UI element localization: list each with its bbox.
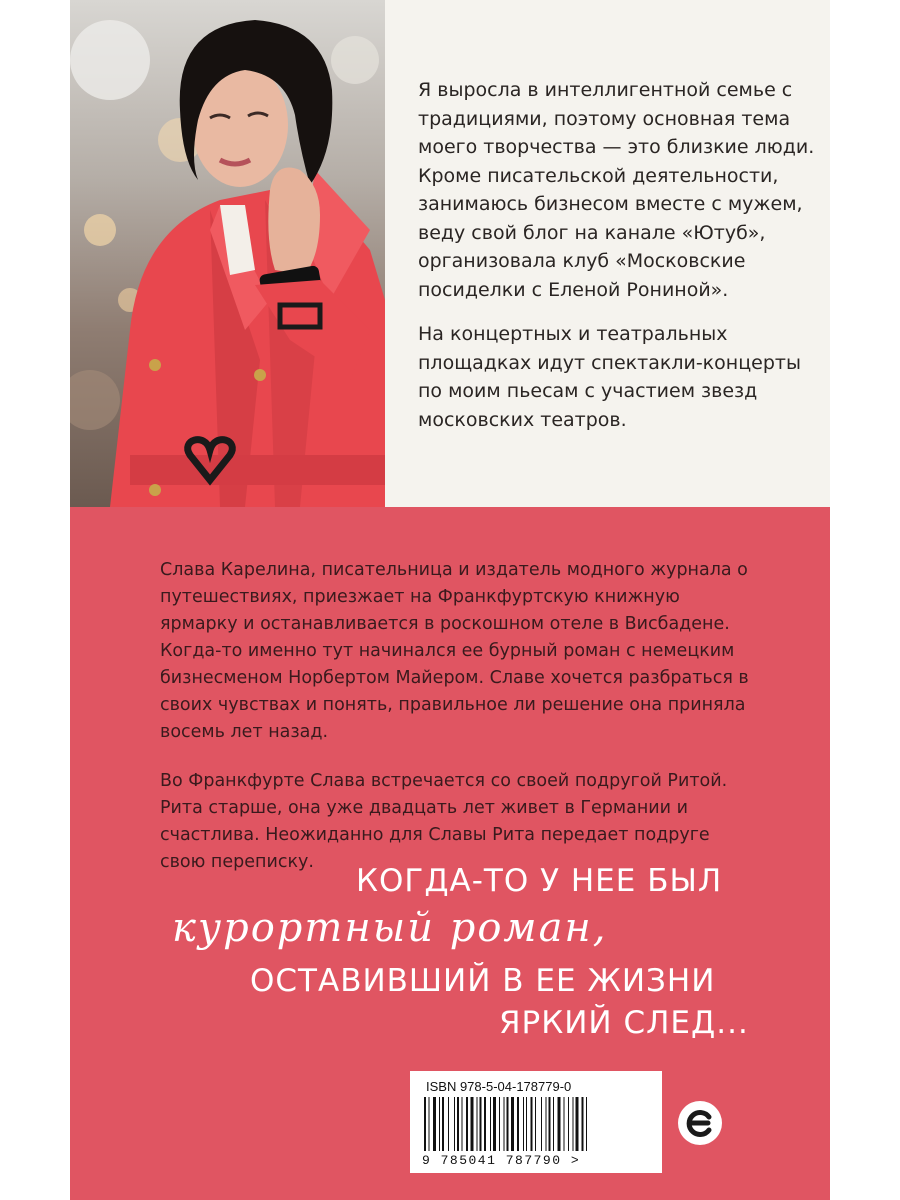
barcode-bar [462,1097,463,1151]
barcode-bar [480,1097,482,1151]
barcode-bar [573,1097,574,1151]
bio-paragraph: Я выросла в интеллигентной семье с традициями, поэтому основная тема моего творчества — это близкие люди. Кроме писательской деятельности, занимаюсь бизнесом вместе с мужем, веду свой блог на канале «Ютуб», организовала клуб «Московские посиделки с Еленой Рониной». [418,79,815,301]
barcode-bar [429,1097,430,1151]
barcode-bar [558,1097,561,1151]
author-photo [70,0,385,507]
barcode-bar [523,1097,524,1151]
tagline-line-4: ЯРКИЙ СЛЕД... [499,1005,749,1041]
tagline-line-3: ОСТАВИВШИЙ В ЕЕ ЖИЗНИ [250,963,716,999]
barcode-bar [586,1097,587,1151]
synopsis-paragraph: Слава Карелина, писательница и издатель модного журнала о путешествиях, приезжает на Франкфуртскую книжную ярмарку и останавливается в роскошном отеле в Висбадене. Когда-то именно тут начинался ее бурный роман с немецким бизнесменом Норбертом Майером. Славе хочется разбраться в своих чувствах и понять, правильное ли решение она приняла восемь лет назад. [160,560,749,742]
barcode-bar [568,1097,569,1151]
barcode-bar [576,1097,579,1151]
bio-paragraph: На концертных и театральных площадках идут спектакли-концерты по моим пьесам с участием звезд московских театров. [418,323,801,431]
book-synopsis [160,557,760,898]
barcode-bar [477,1097,478,1151]
barcode-bar [439,1097,440,1151]
author-section [70,0,830,507]
barcode-bar [457,1097,459,1151]
barcode-bar [564,1097,565,1151]
barcode-bar [549,1097,551,1151]
barcode-bar [541,1097,542,1151]
barcode-bar [582,1097,584,1151]
barcode-bar [507,1097,509,1151]
book-back-cover [70,0,830,1200]
barcode-bar [442,1097,444,1151]
synopsis-paragraph: Во Франкфурте Слава встречается со своей подругой Ритой. Рита старше, она уже двадцать лет живет в Германии и счастлива. Неожиданно для Славы Рита передает подруге свою переписку. [160,771,728,872]
barcode-bar [493,1097,496,1151]
barcode-bar [504,1097,505,1151]
barcode-bar [484,1097,486,1151]
author-bio [418,76,818,450]
barcode-bar [466,1097,468,1151]
tagline-line-1: КОГДА-ТО У НЕЕ БЫЛ [356,863,723,899]
barcode-bar [424,1097,426,1151]
barcode-bar [535,1097,536,1151]
barcode-bar [517,1097,519,1151]
barcode-bar [448,1097,449,1151]
author-photo-illustration [70,0,385,507]
barcode-bar [499,1097,500,1151]
tagline-line-2: курортный роман, [172,905,608,951]
isbn-label: ISBN 978-5-04-178779-0 [426,1079,572,1094]
barcode-bar [454,1097,455,1151]
barcode-bar [526,1097,527,1151]
barcode-bar [511,1097,514,1151]
barcode-bars [422,1097,650,1151]
isbn-barcode [410,1071,662,1173]
barcode-bar [553,1097,554,1151]
barcode-bar [433,1097,436,1151]
barcode-bar [471,1097,474,1151]
eksmo-e-logo-icon [678,1101,722,1145]
barcode-bar [546,1097,547,1151]
synopsis-section [70,507,830,1200]
barcode-bar [490,1097,491,1151]
barcode-digits: 9 785041 787790 > [422,1153,581,1168]
barcode-bar [531,1097,533,1151]
